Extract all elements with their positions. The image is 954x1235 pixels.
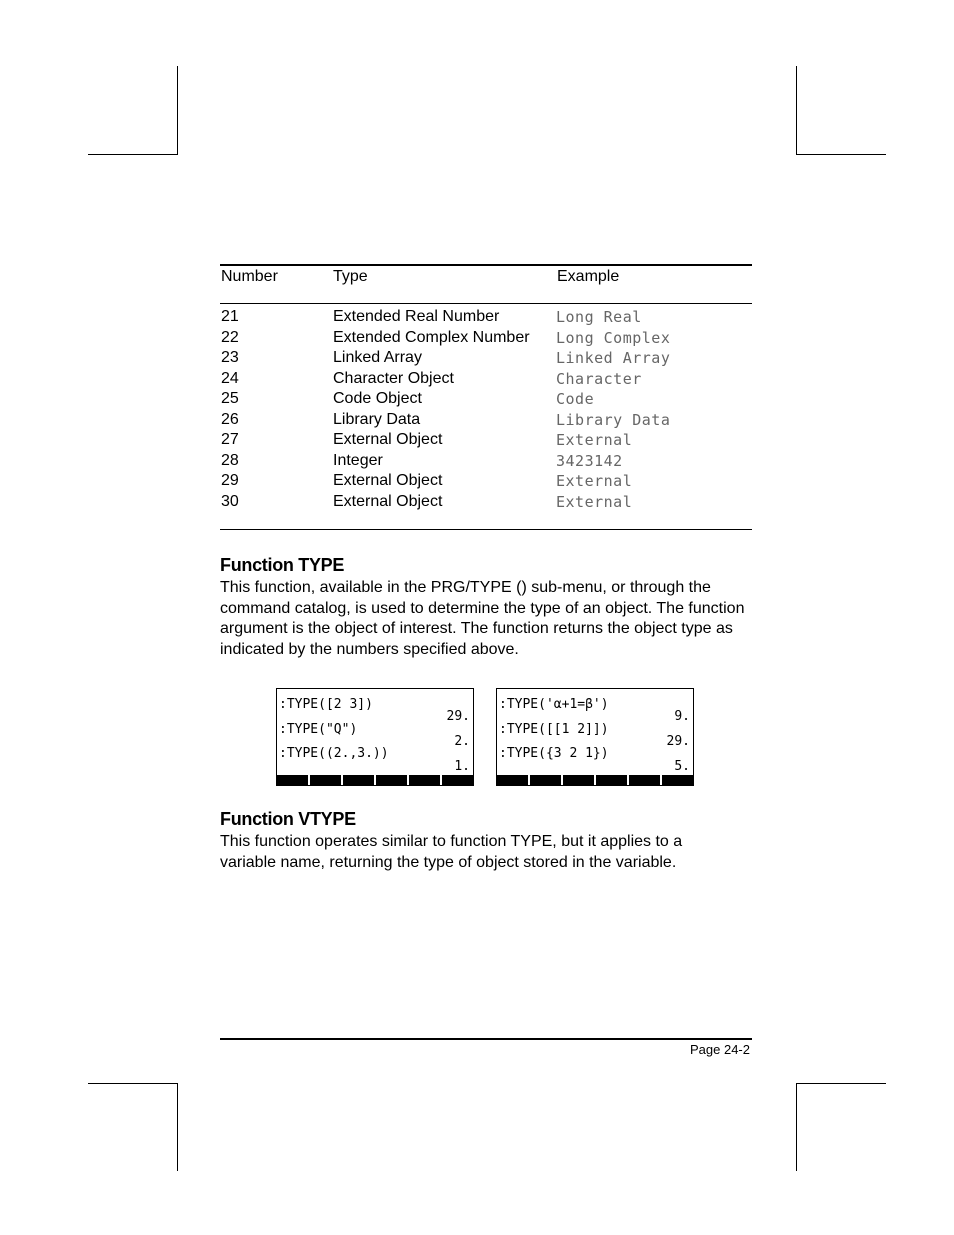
cell-type: External Object [333,431,443,448]
cell-number: 24 [221,369,239,387]
calculator-screen-right [496,688,694,786]
crop-mark [796,1083,797,1171]
cell-example: 3423142 [556,451,623,470]
cell-number: 26 [221,410,239,428]
table-row [220,307,752,327]
cell-example: External [556,492,633,511]
cell-example: Linked Array [556,349,671,367]
cell-type: Library Data [333,410,421,428]
crop-mark [177,1083,178,1171]
section-body-type: This function, available in the PRG/TYPE () sub-menu, or through the command catalog, is used to determine the type of an object. The function argument is the object of interest. The function returns the object type as indicated by the numbers specified above. [220,579,745,658]
table-bottom-rule [220,529,752,530]
softkey-menu-bar [497,775,693,785]
table-header-row [220,267,752,287]
table-row [220,430,752,450]
screen-line [279,697,470,713]
screen-command: :TYPE([2 3]) [279,697,373,712]
cell-type: Extended Complex Number [333,328,530,346]
table-row [220,348,752,368]
cell-type: Linked Array [333,349,422,366]
cell-type: Character Object [333,369,454,387]
footer-rule [220,1038,752,1040]
header-number: Number [221,268,278,285]
crop-mark [88,154,178,155]
cell-number: 29 [221,472,239,489]
screen-result: 29. [446,709,470,725]
crop-mark [796,1083,886,1084]
softkey-menu-bar [277,775,473,785]
table-header-rule [220,303,752,304]
cell-example: Long Complex [556,328,671,347]
cell-number: 28 [221,451,239,469]
crop-mark [177,66,178,154]
table-row [220,451,752,471]
section-heading-vtype: Function VTYPE [220,809,356,829]
cell-type: Extended Real Number [333,308,500,325]
cell-example: Library Data [556,410,671,429]
table-row [220,328,752,348]
screen-command: :TYPE('α+1=β') [499,697,609,712]
cell-type: Code Object [333,390,422,407]
screen-line [499,697,690,713]
table-row [220,389,752,409]
cell-example: Long Real [556,308,642,326]
screen-result: 9. [674,709,690,725]
screen-command: :TYPE("Q") [279,721,358,737]
cell-number: 25 [221,390,239,407]
screen-command: :TYPE({3 2 1}) [499,746,609,762]
page-number: Page 24-2 [690,1042,750,1057]
crop-mark [796,66,797,154]
screen-result: 2. [454,733,470,749]
cell-number: 30 [221,492,239,510]
table-row [220,369,752,389]
crop-mark [88,1083,178,1084]
crop-mark [796,154,886,155]
screen-result: 1. [454,758,470,774]
screen-result: 29. [666,733,690,749]
cell-example: Code [556,390,595,408]
section-body-vtype: This function operates similar to function TYPE, but it applies to a variable name, returning the type of object stored in the variable. [220,833,683,871]
section-heading-type: Function TYPE [220,555,345,575]
cell-number: 27 [221,431,239,448]
screen-result: 5. [674,758,690,774]
header-type: Type [333,268,368,285]
cell-type: External Object [333,492,443,510]
table-row [220,410,752,430]
screen-command: :TYPE([[1 2]]) [499,721,609,737]
screen-command: :TYPE((2.,3.)) [279,746,389,762]
cell-example: Character [556,369,642,388]
calculator-screen-left [276,688,474,786]
cell-number: 21 [221,308,239,325]
cell-number: 22 [221,328,239,346]
cell-number: 23 [221,349,239,366]
table-row [220,471,752,491]
cell-example: External [556,431,633,449]
header-example: Example [557,268,620,285]
table-row [220,492,752,512]
cell-type: External Object [333,472,443,489]
cell-type: Integer [333,451,383,469]
cell-example: External [556,472,633,490]
table-top-rule [220,264,752,266]
